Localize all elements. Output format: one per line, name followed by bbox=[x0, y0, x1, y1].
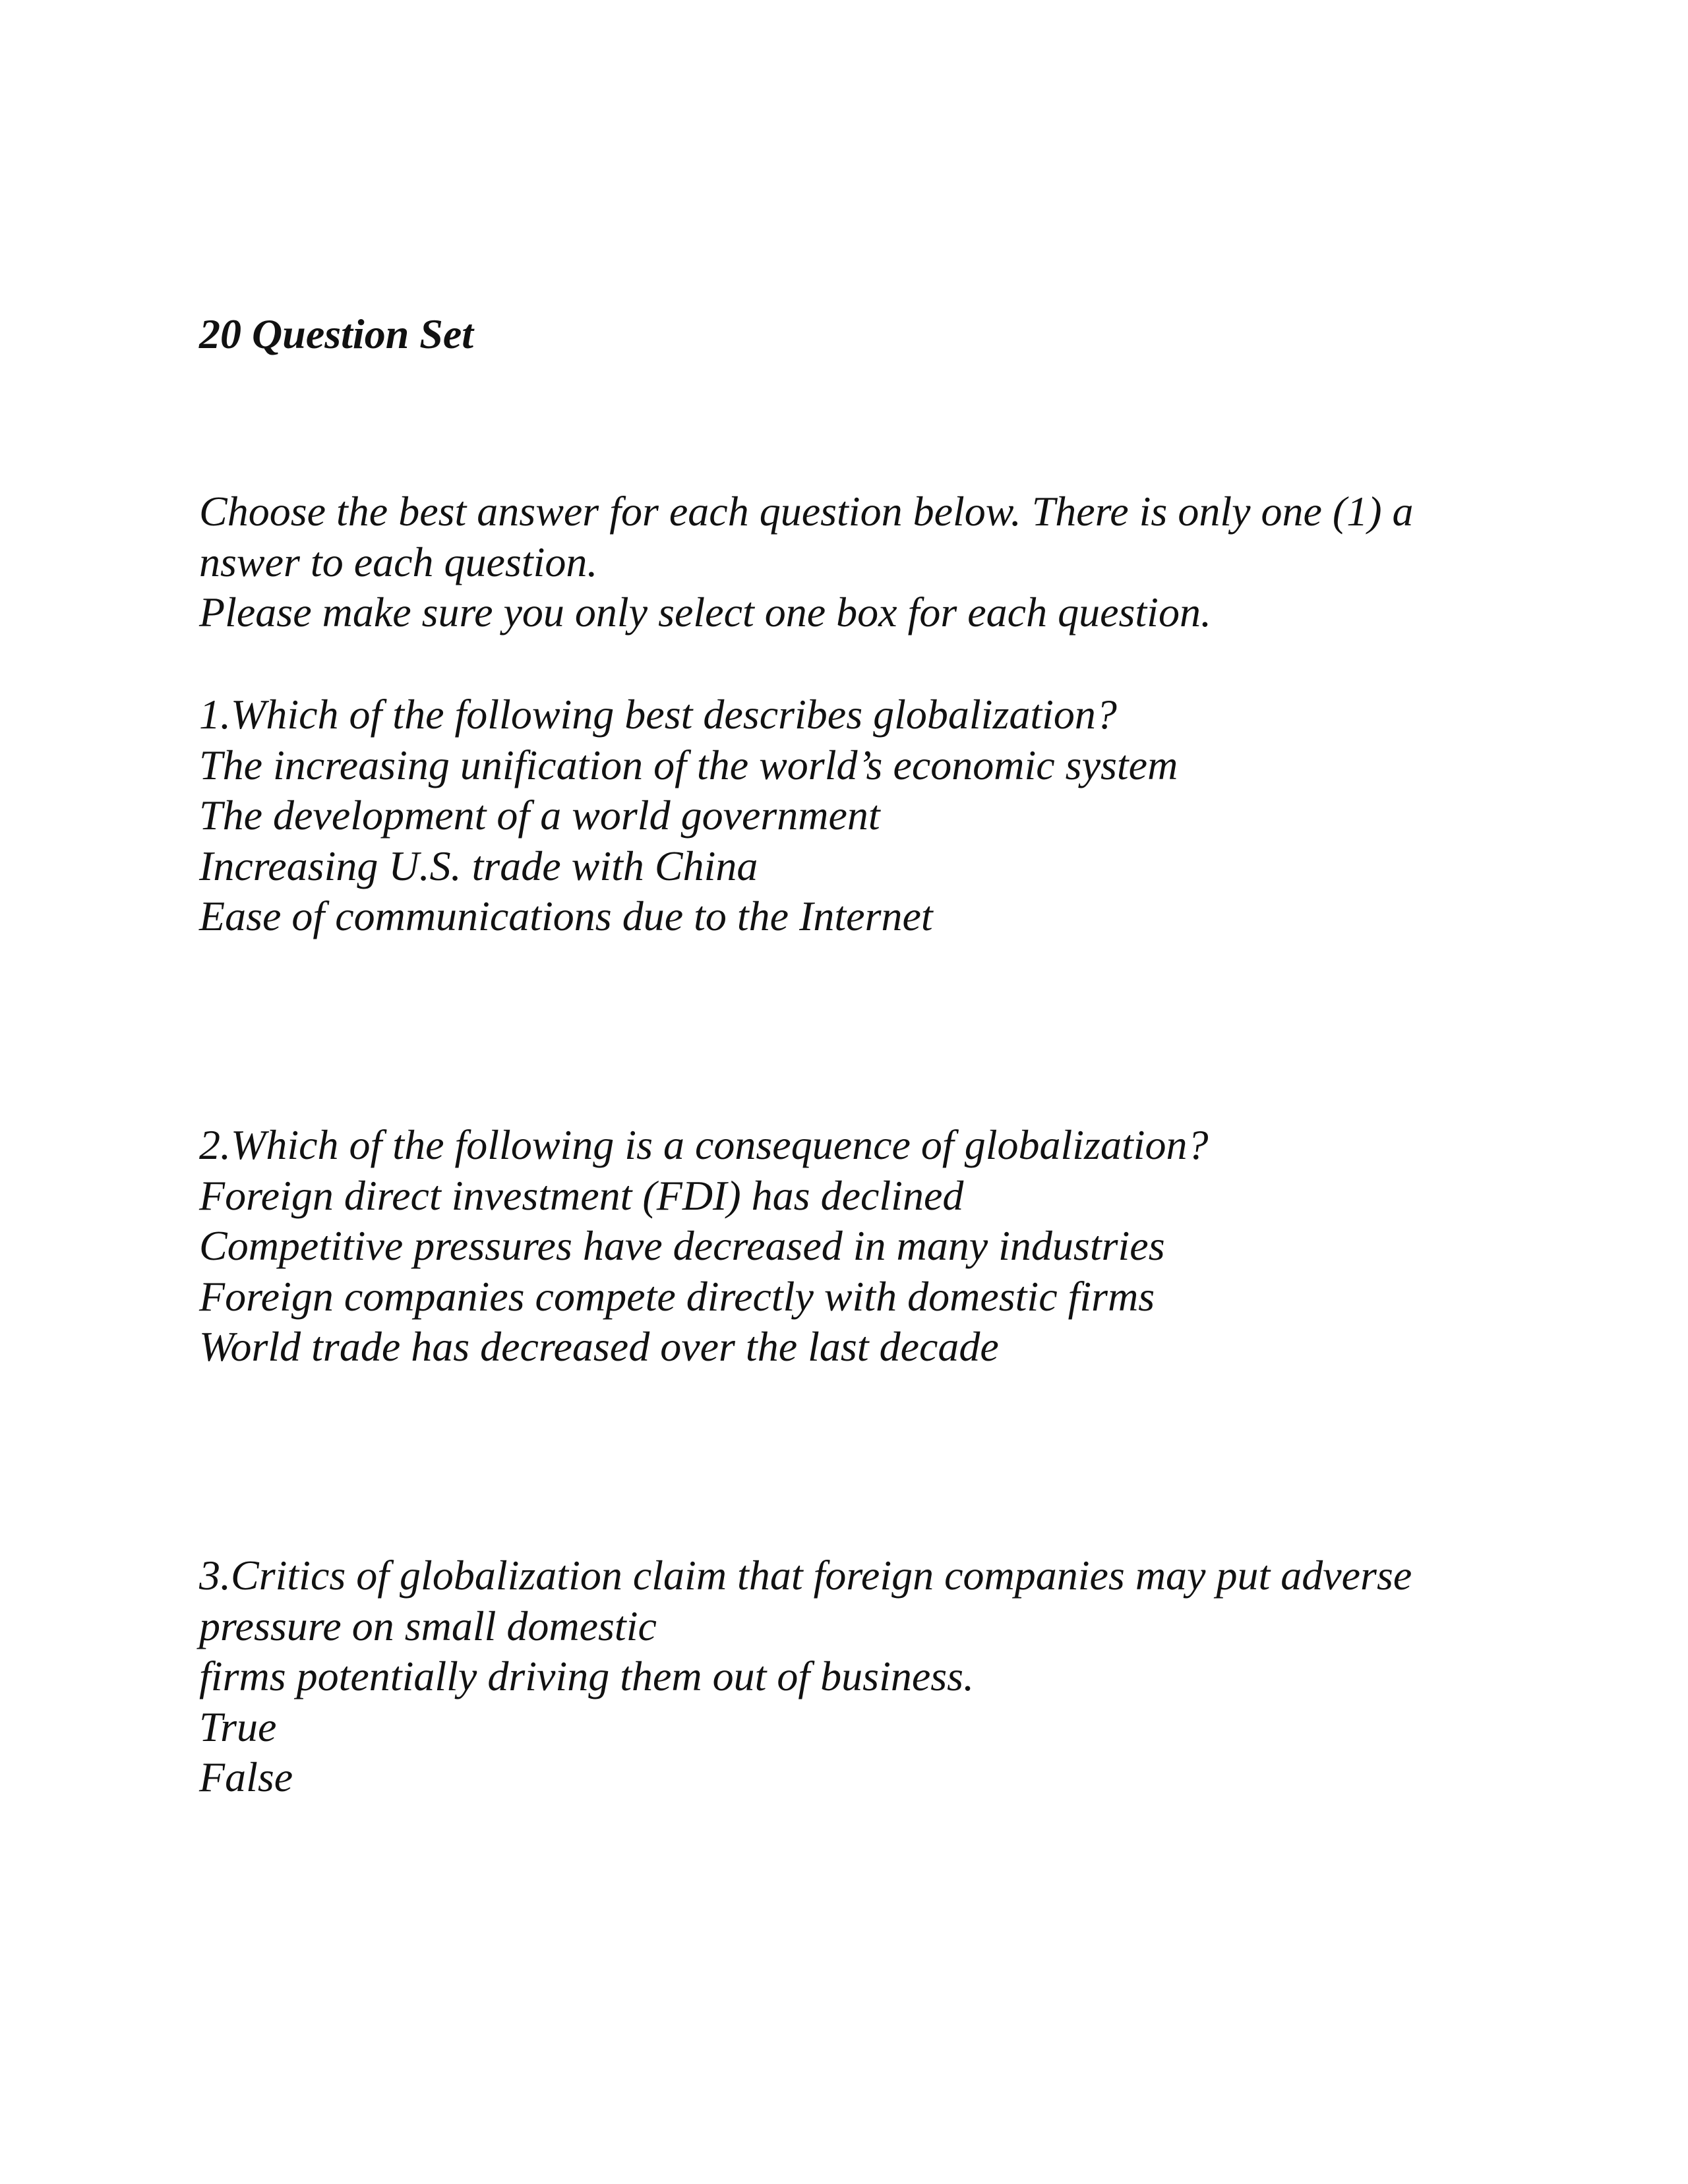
question-2-stem: 2.Which of the following is a consequence of globalization? bbox=[199, 1121, 1209, 1168]
instructions bbox=[199, 487, 1518, 638]
question-2-option-a[interactable]: Foreign direct investment (FDI) has declined bbox=[199, 1171, 964, 1219]
instructions-line: nswer to each question. bbox=[199, 538, 598, 585]
instructions-line: Choose the best answer for each question below. There is only one (1) a bbox=[199, 488, 1414, 535]
question-1 bbox=[199, 690, 1518, 942]
page-title: 20 Question Set bbox=[199, 310, 474, 357]
question-1-option-a[interactable]: The increasing unification of the world’s economic system bbox=[199, 741, 1178, 788]
question-3-option-false[interactable]: False bbox=[199, 1754, 293, 1800]
question-2 bbox=[199, 1120, 1518, 1372]
question-1-option-d[interactable]: Ease of communications due to the Internet bbox=[199, 893, 933, 939]
question-3-option-true[interactable]: True bbox=[199, 1703, 277, 1750]
question-3-stem: pressure on small domestic bbox=[199, 1602, 657, 1649]
question-3-stem: firms potentially driving them out of business. bbox=[199, 1653, 975, 1699]
question-3-stem: 3.Critics of globalization claim that foreign companies may put adverse bbox=[199, 1552, 1412, 1599]
question-3 bbox=[199, 1550, 1518, 1803]
question-2-option-b[interactable]: Competitive pressures have decreased in many industries bbox=[199, 1222, 1165, 1269]
question-1-option-b[interactable]: The development of a world government bbox=[199, 792, 880, 839]
question-1-option-c[interactable]: Increasing U.S. trade with China bbox=[199, 842, 758, 889]
instructions-line: Please make sure you only select one box for each question. bbox=[199, 589, 1211, 635]
question-1-stem: 1.Which of the following best describes globalization? bbox=[199, 691, 1117, 738]
question-2-option-d[interactable]: World trade has decreased over the last decade bbox=[199, 1323, 999, 1370]
question-2-option-c[interactable]: Foreign companies compete directly with domestic firms bbox=[199, 1272, 1155, 1320]
